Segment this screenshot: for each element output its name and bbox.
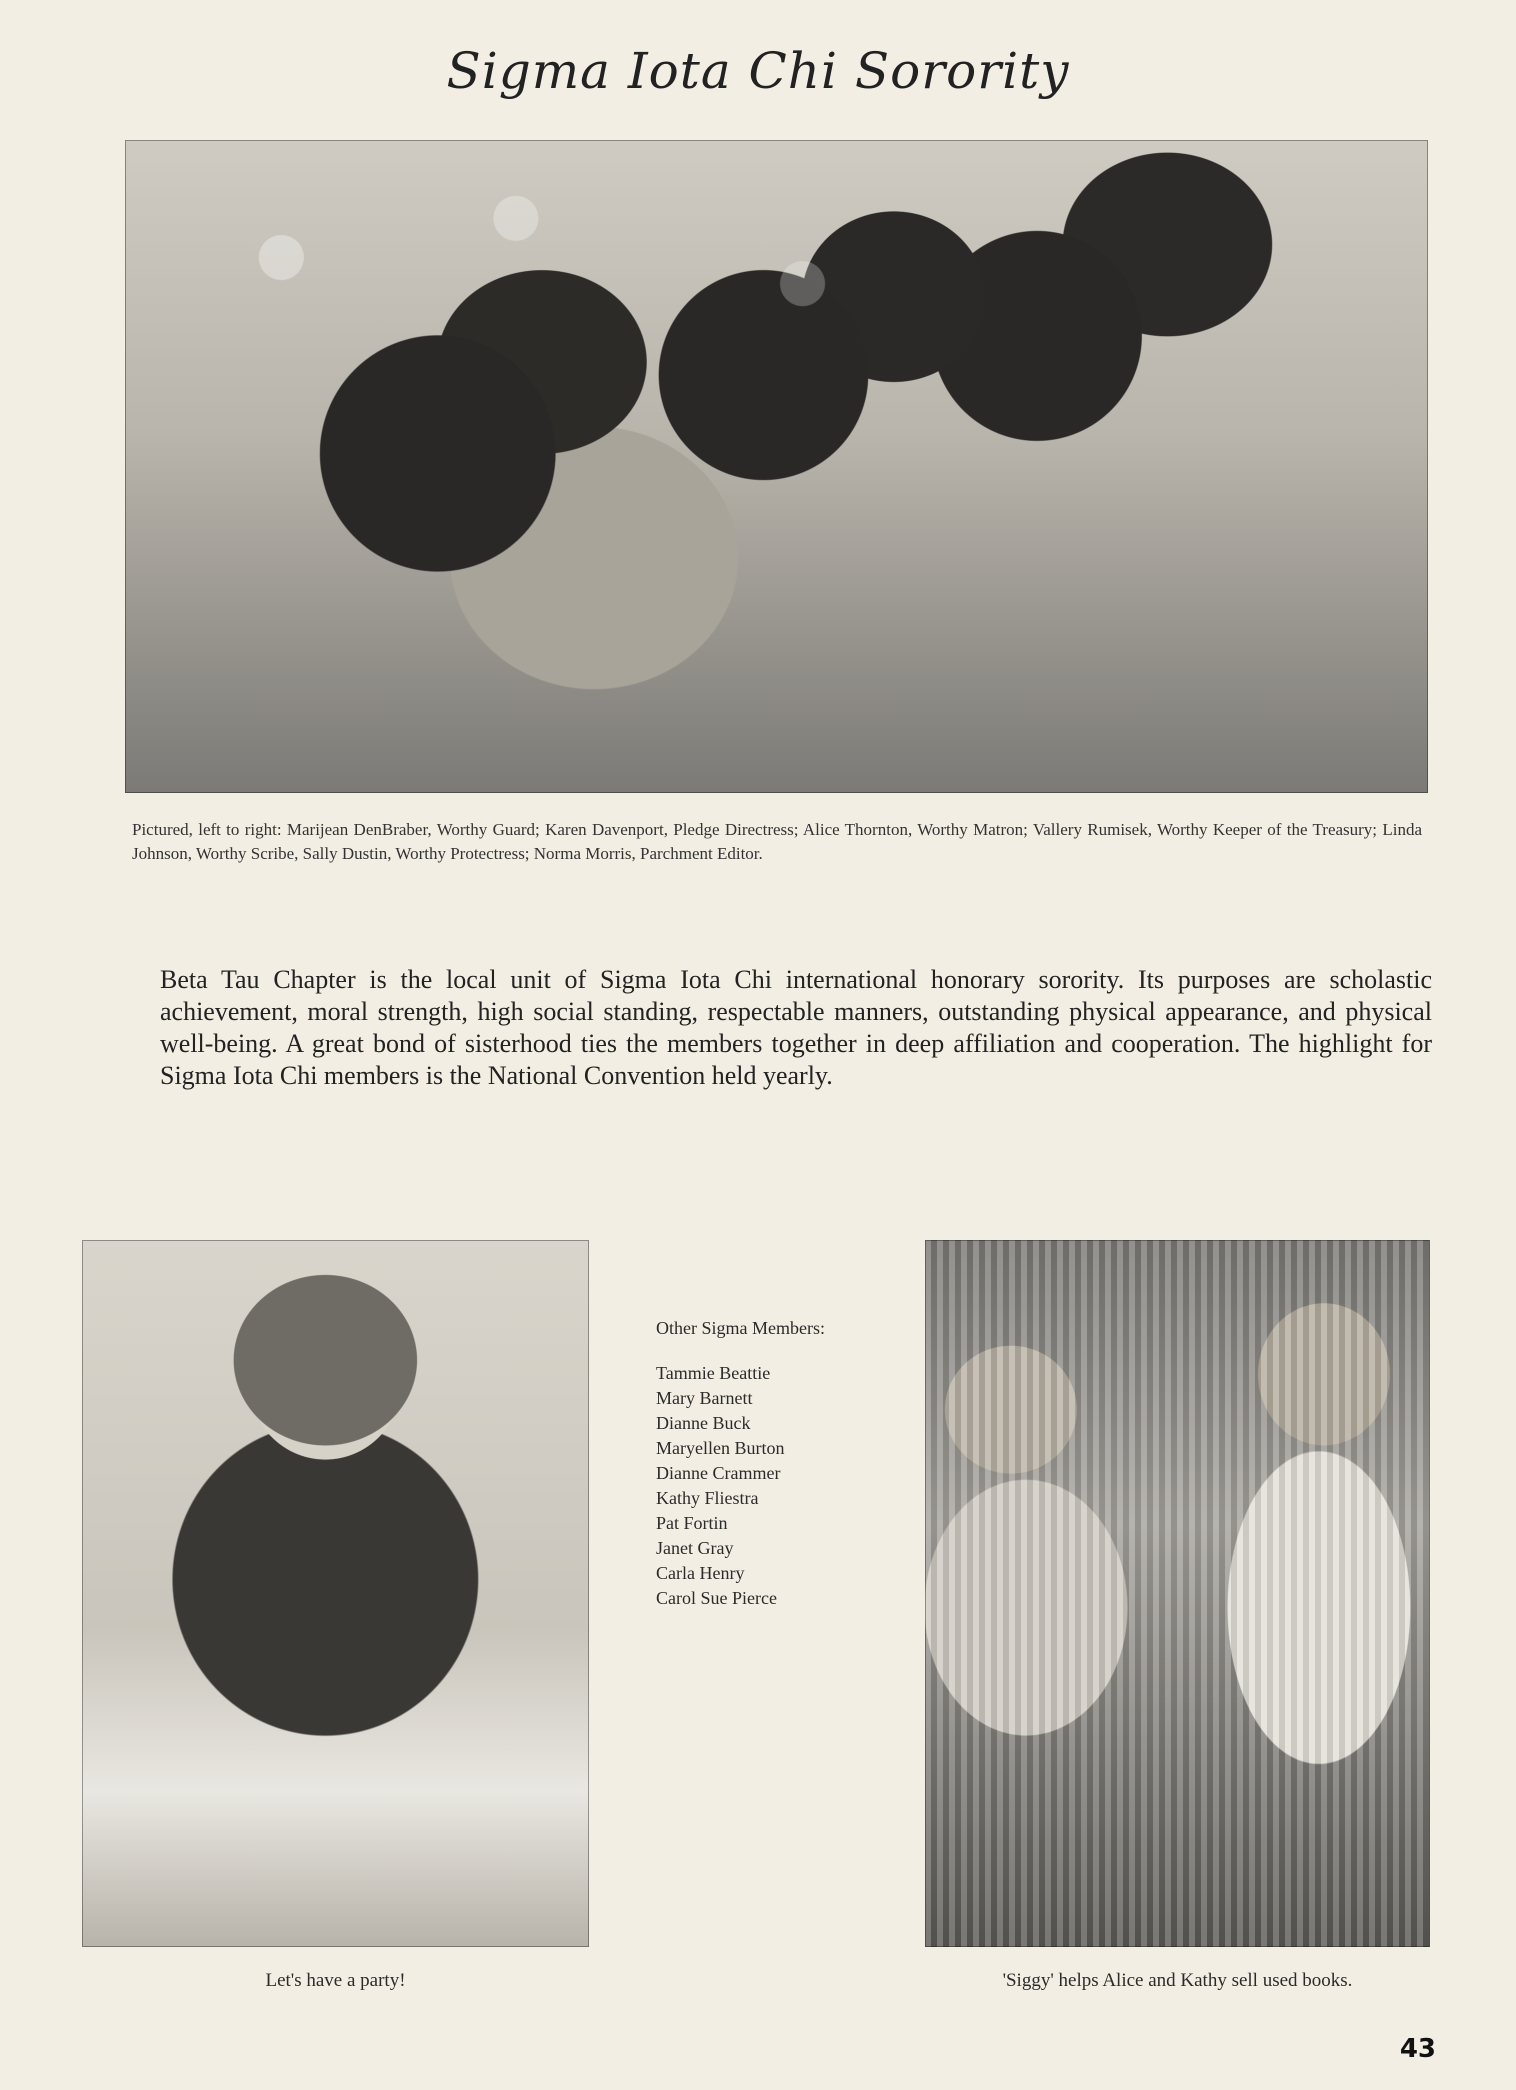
- party-photo-caption: Let's have a party!: [265, 1970, 406, 1991]
- member-name: Tammie Beattie: [656, 1363, 771, 1383]
- member-name: Mary Barnett: [656, 1388, 753, 1408]
- member-name: Carol Sue Pierce: [656, 1588, 777, 1608]
- member-name: Maryellen Burton: [656, 1438, 785, 1458]
- member-name: Dianne Buck: [656, 1413, 751, 1433]
- members-heading: Other Sigma Members:: [656, 1318, 825, 1338]
- member-name: Dianne Crammer: [656, 1463, 781, 1483]
- page-number: 43: [1399, 2034, 1436, 2064]
- group-photo-caption: Pictured, left to right: Marijean DenBraber, Worthy Guard; Karen Davenport, Pledge Directress; Alice Thornton, Worthy Matron; Vallery Rumisek, Worthy Keeper of the Treasury; Linda Johnson, Worthy Scribe, Sally Dustin, Worthy Protectress; Norma Morris, Parchment Editor.: [132, 820, 1422, 863]
- party-photo: [82, 1240, 589, 1947]
- other-members-list: [656, 1318, 906, 1611]
- member-name: Carla Henry: [656, 1563, 745, 1583]
- group-photo: [125, 140, 1428, 793]
- member-name: Pat Fortin: [656, 1513, 728, 1533]
- chapter-description: Beta Tau Chapter is the local unit of Sigma Iota Chi international honorary sorority. Its purposes are scholastic achievement, moral strength, high social standing, respectable manners, outstanding physical appearance, and physical well-being. A great bond of sisterhood ties the members together in deep affiliation and cooperation. The highlight for Sigma Iota Chi members is the National Convention held yearly.: [160, 965, 1432, 1090]
- member-name: Janet Gray: [656, 1538, 734, 1558]
- used-books-photo: [925, 1240, 1430, 1947]
- members-names: [656, 1361, 906, 1611]
- member-name: Kathy Fliestra: [656, 1488, 759, 1508]
- page-title: Sigma Iota Chi Sorority: [446, 42, 1070, 100]
- books-photo-caption: 'Siggy' helps Alice and Kathy sell used books.: [1002, 1970, 1353, 1991]
